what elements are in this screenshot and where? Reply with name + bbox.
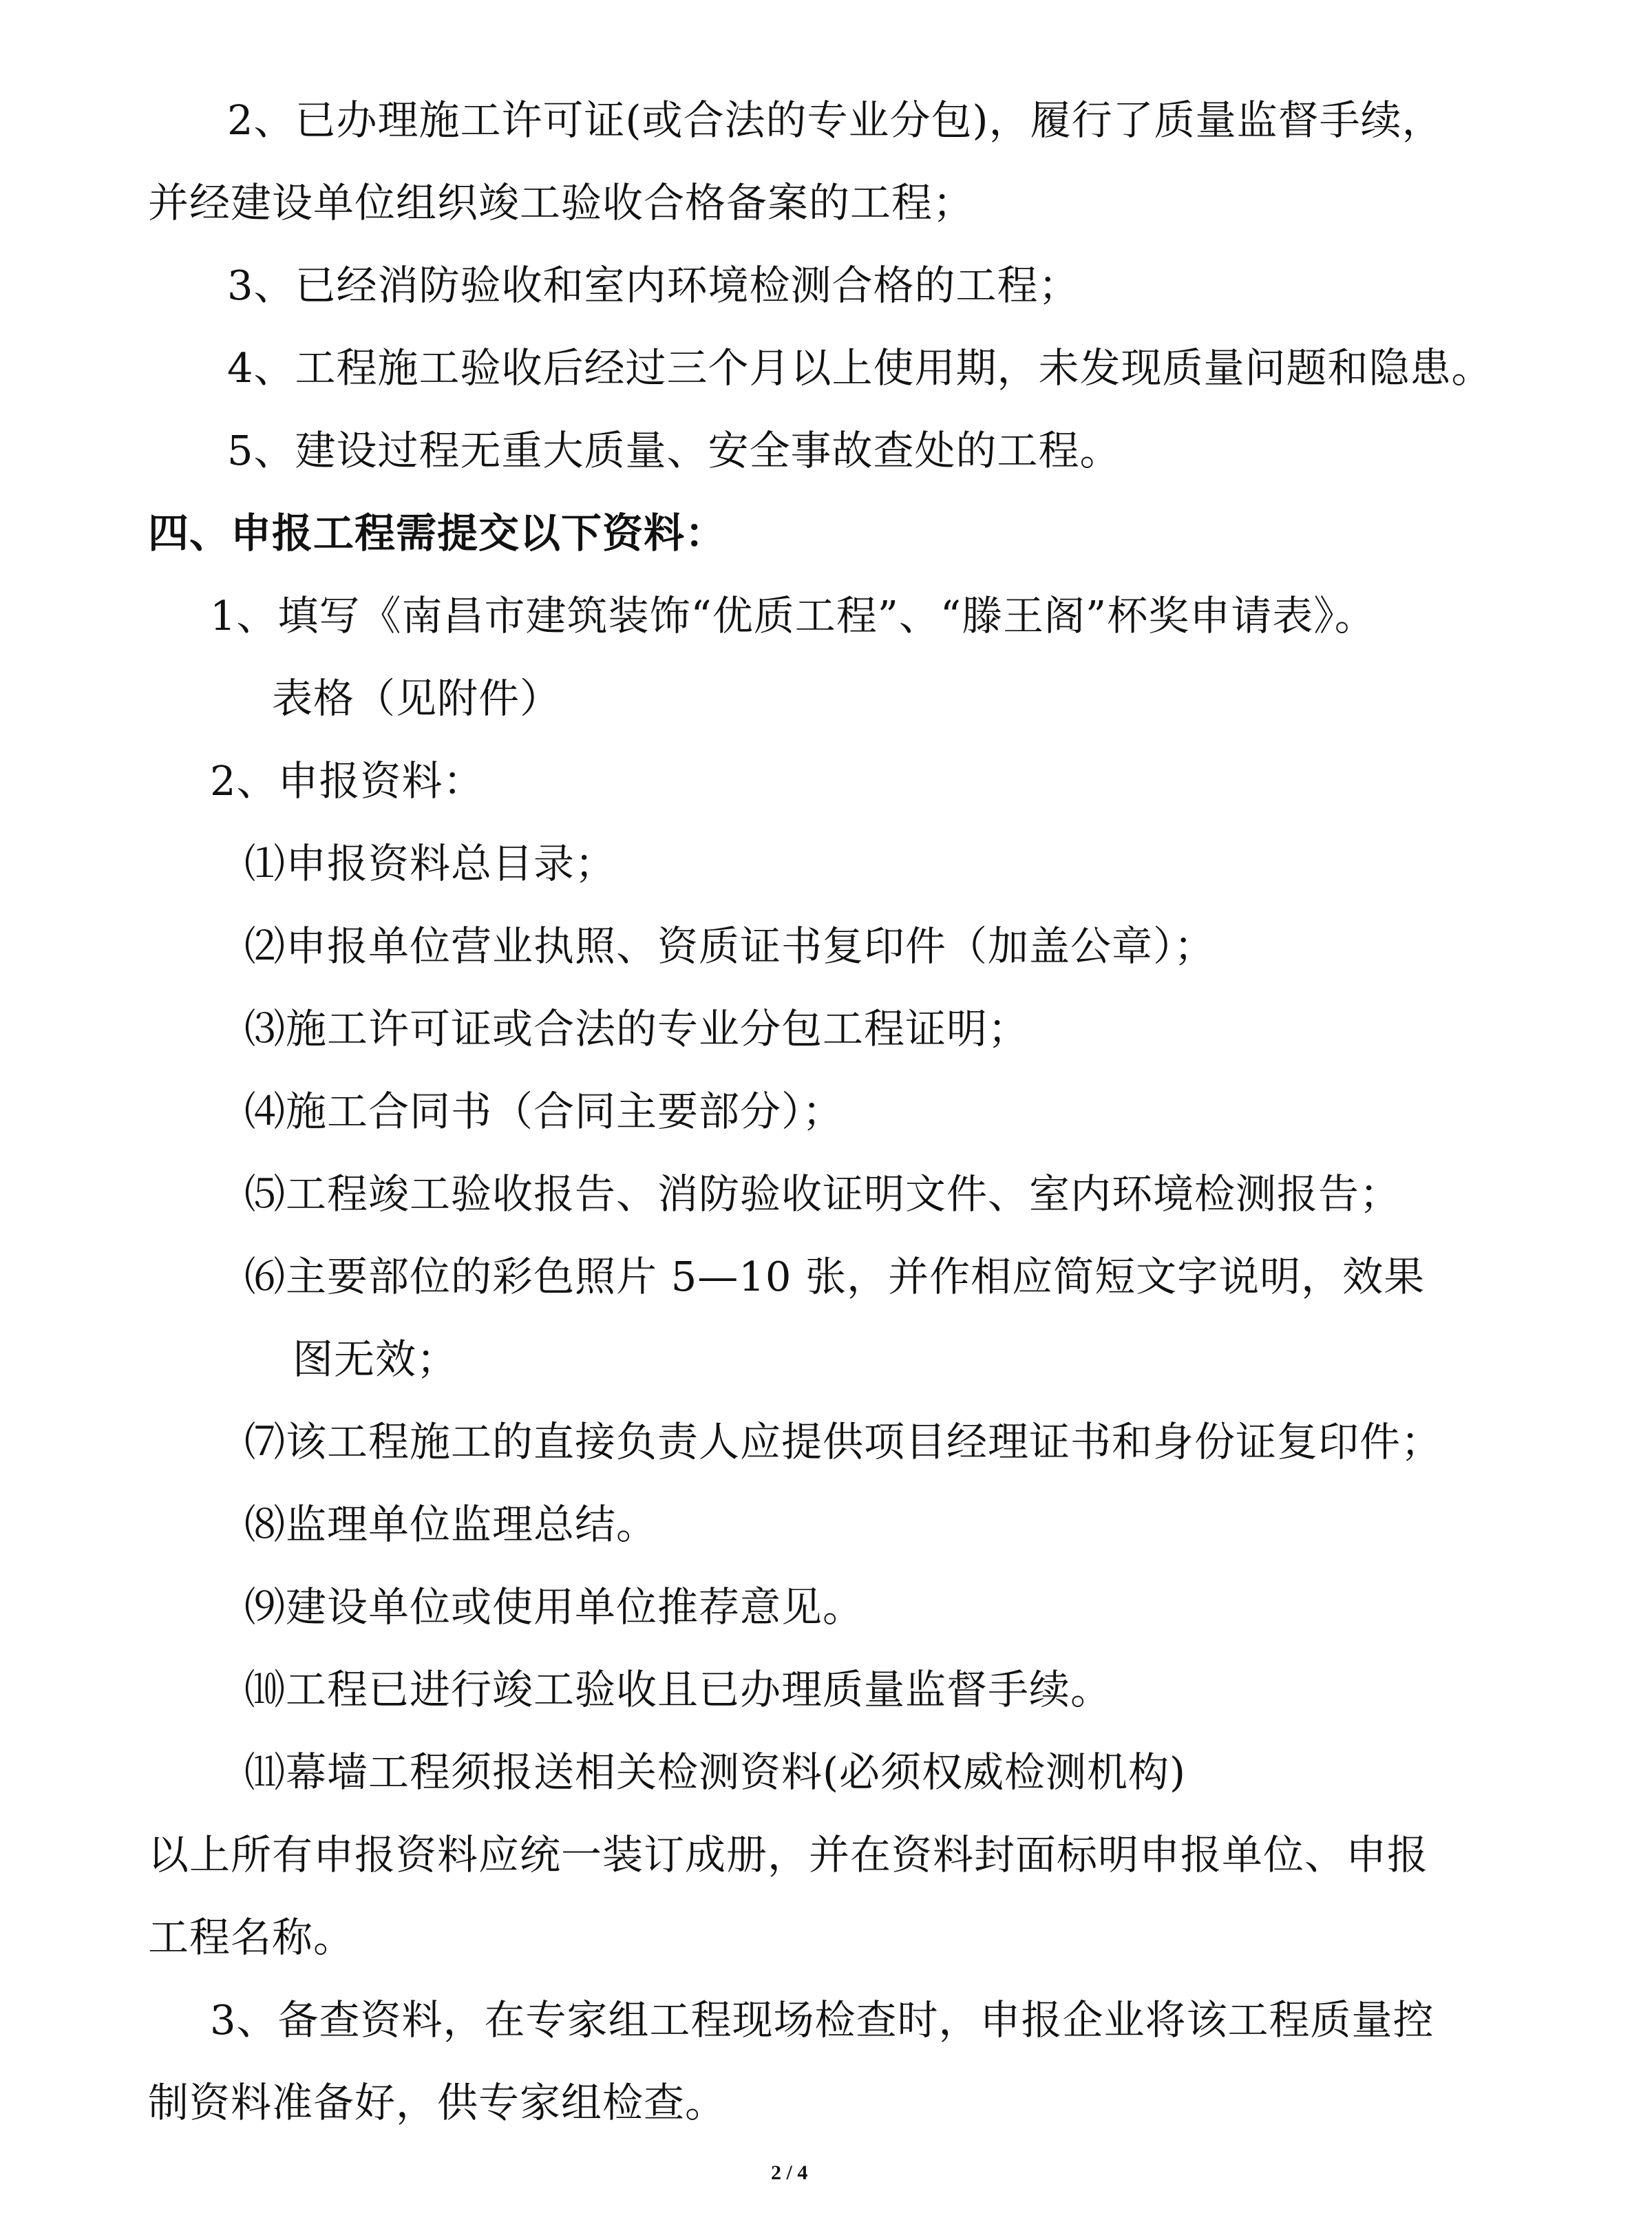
material-item-10: ⑽工程已进行竣工验收且已办理质量监督手续。 — [244, 1666, 1112, 1713]
material-item-1: ⑴申报资料总目录； — [244, 840, 617, 887]
section-4-heading: 四、申报工程需提交以下资料： — [148, 509, 727, 557]
material-item-5: ⑸工程竣工验收报告、消防验收证明文件、室内环境检测报告； — [244, 1170, 1401, 1218]
binding-note-line-1: 以上所有申报资料应统一装订成册，并在资料封面标明申报单位、申报 — [148, 1831, 1429, 1878]
material-item-8: ⑻监理单位监理总结。 — [244, 1501, 658, 1548]
section-4-item-3-line-2: 制资料准备好，供专家组检查。 — [148, 2079, 727, 2126]
material-item-6-line-1: ⑹主要部位的彩色照片 5—10 张，并作相应简短文字说明，效果 — [244, 1253, 1426, 1300]
material-item-6-line-2: 图无效； — [293, 1335, 458, 1383]
material-item-7: ⑺该工程施工的直接负责人应提供项目经理证书和身份证复印件； — [244, 1418, 1443, 1465]
section-4-item-2-title: 2、申报资料： — [210, 757, 485, 805]
material-item-3: ⑶施工许可证或合法的专业分包工程证明； — [244, 1005, 1030, 1052]
criteria-item-2-line-1: 2、已办理施工许可证(或合法的专业分包)，履行了质量监督手续， — [227, 96, 1443, 144]
page-number: 2 / 4 — [771, 2161, 808, 2184]
material-item-2: ⑵申报单位营业执照、资质证书复印件（加盖公章）； — [244, 922, 1216, 970]
material-item-11: ⑾幕墙工程须报送相关检测资料(必须权威检测机构) — [244, 1748, 1187, 1796]
section-4-item-1-line-2: 表格（见附件） — [272, 675, 562, 722]
criteria-item-4: 4、工程施工验收后经过三个月以上使用期，未发现质量问题和隐患。 — [227, 344, 1493, 392]
section-4-item-1-line-1: 1、填写《南昌市建筑装饰“优质工程”、“滕王阁”杯奖申请表》。 — [210, 592, 1376, 639]
binding-note-line-2: 工程名称。 — [148, 1914, 355, 1961]
material-item-4: ⑷施工合同书（合同主要部分）； — [244, 1088, 844, 1135]
section-4-item-3-line-1: 3、备查资料，在专家组工程现场检查时，申报企业将该工程质量控 — [210, 1996, 1434, 2044]
material-item-9: ⑼建设单位或使用单位推荐意见。 — [244, 1583, 865, 1631]
criteria-item-5: 5、建设过程无重大质量、安全事故查处的工程。 — [227, 427, 1121, 474]
criteria-item-3: 3、已经消防验收和室内环境检测合格的工程； — [227, 262, 1080, 309]
criteria-item-2-line-2: 并经建设单位组织竣工验收合格备案的工程； — [148, 179, 975, 226]
